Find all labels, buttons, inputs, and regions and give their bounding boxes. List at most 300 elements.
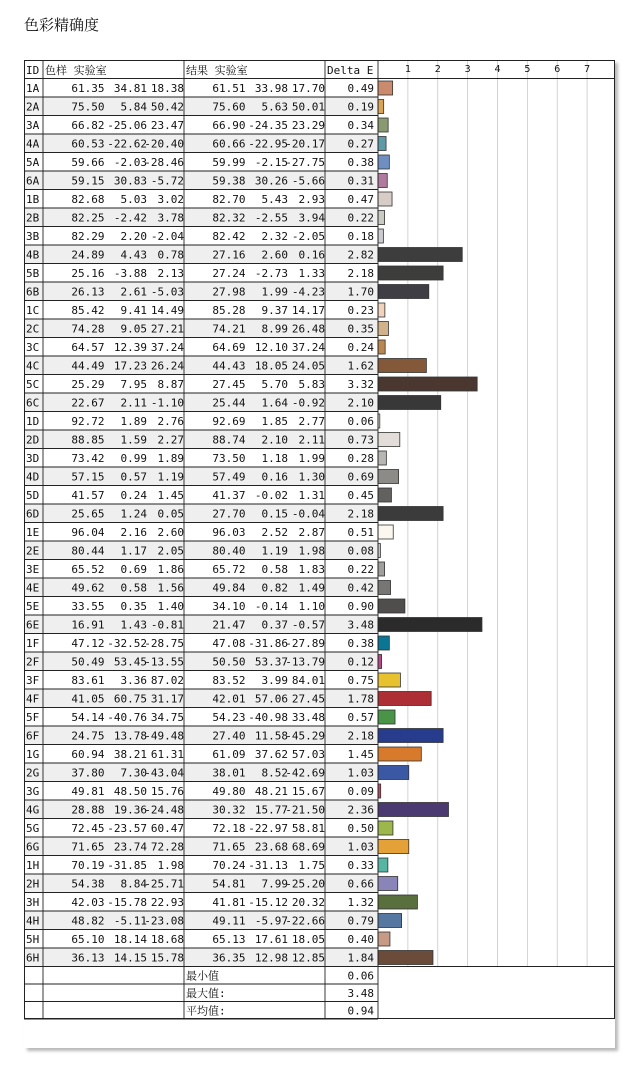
row-id: 4A [26,137,40,151]
sample-lab-value: 72.28 [150,840,184,854]
delta-e-value: 0.75 [347,674,374,687]
result-lab-value: 15.77 [254,803,288,817]
sample-lab-value: -5.11 [113,914,147,928]
result-lab-value: 64.69 [212,341,246,354]
result-lab-value: 57.49 [212,470,246,484]
delta-e-value: 2.36 [347,803,374,817]
sample-lab-value: 0.35 [120,600,147,613]
sample-lab-value: 82.68 [71,193,105,206]
delta-e-value: 0.73 [347,433,374,447]
row-id: 3C [26,341,40,354]
result-lab-value: 2.52 [261,526,288,539]
result-lab-value: -5.66 [291,174,325,188]
delta-e-value: 0.34 [347,119,374,132]
sample-lab-value: 38.21 [113,748,147,761]
sample-lab-value: -25.71 [144,877,184,891]
result-lab-value: 2.77 [298,415,325,428]
result-lab-value: -2.55 [254,211,288,225]
result-lab-value: -22.95 [248,137,288,151]
result-lab-value: 18.05 [291,933,325,946]
row-id: 3F [26,674,40,687]
row-id: 3D [26,452,40,465]
delta-e-bar [378,248,462,262]
sample-lab-value: 3.78 [157,211,184,225]
delta-e-bar [378,340,385,354]
sample-lab-value: -25.06 [107,119,147,132]
delta-e-value: 0.22 [347,563,374,576]
sample-lab-value: 41.05 [71,692,105,706]
delta-e-bar [378,710,395,724]
result-lab-value: 3.99 [261,674,288,687]
sample-lab-value: 88.85 [71,433,105,447]
sample-lab-value: 3.02 [157,193,184,206]
sample-lab-value: 75.50 [71,100,105,114]
result-lab-value: 44.43 [212,359,246,373]
row-id: 3E [26,563,40,576]
result-lab-value: -13.79 [285,655,325,669]
sample-lab-value: 54.38 [71,877,105,891]
result-lab-value: 59.99 [212,156,246,169]
result-lab-value: -45.29 [285,729,325,743]
sample-lab-value: 74.28 [71,322,105,336]
row-id: 1A [26,82,40,95]
result-lab-value: 83.52 [212,674,246,687]
sample-lab-value: 82.25 [71,211,105,225]
x-tick-label: 6 [554,64,561,75]
sample-lab-value: 5.03 [120,193,147,206]
row-id: 6E [26,618,40,632]
delta-e-bar [378,155,389,169]
sample-lab-value: -15.78 [107,896,147,909]
result-lab-value: 68.69 [291,840,325,854]
sample-lab-value: 22.67 [71,396,105,410]
delta-e-bar [378,858,388,872]
sample-lab-value: 13.78 [113,729,147,743]
sample-lab-value: 92.72 [71,415,105,428]
sample-lab-value: -31.85 [107,859,147,872]
row-id: 6H [26,951,40,965]
delta-e-value: 0.79 [347,914,374,928]
sample-lab-value: 65.52 [71,563,105,576]
result-lab-value: 49.84 [212,581,246,595]
delta-e-bar [378,100,384,114]
sample-lab-value: 34.81 [113,82,147,95]
row-id: 4C [26,359,40,373]
result-lab-value: 12.10 [254,341,288,354]
result-lab-value: 48.21 [254,785,288,798]
result-lab-value: 18.05 [254,359,288,373]
delta-e-value: 0.45 [347,489,374,502]
sample-lab-value: 8.87 [157,378,184,391]
sample-lab-value: 26.13 [71,285,105,299]
result-lab-value: 3.94 [298,211,325,225]
sample-lab-value: 60.47 [150,822,184,835]
sample-lab-value: 60.75 [113,692,147,706]
sample-lab-value: -2.04 [150,230,184,243]
result-lab-value: 27.70 [212,507,246,521]
result-lab-value: 1.33 [298,267,325,280]
result-lab-value: 24.05 [291,359,325,373]
sample-lab-value: 85.42 [71,304,105,317]
result-lab-value: 11.58 [254,729,288,743]
sample-lab-value: 0.24 [120,489,147,502]
delta-e-value: 1.70 [347,285,374,299]
result-lab-value: 41.81 [212,896,246,909]
result-lab-value: 1.99 [298,452,325,465]
result-lab-value: 0.82 [261,581,288,595]
sample-lab-value: 36.13 [71,951,105,965]
sample-lab-value: 2.20 [120,230,147,243]
delta-e-bar [378,729,443,743]
sample-lab-value: 48.82 [71,914,105,928]
result-lab-value: 38.01 [212,766,246,780]
result-lab-value: 71.65 [212,840,246,854]
sample-lab-value: 1.89 [157,452,184,465]
delta-e-bar [378,895,417,909]
result-lab-value: 37.62 [254,748,288,761]
delta-e-bar [378,747,421,761]
delta-e-value: 1.62 [347,359,374,373]
result-lab-value: -0.02 [254,489,288,502]
delta-e-value: 0.18 [347,230,374,243]
delta-e-value: 0.31 [347,174,374,188]
delta-e-value: 2.18 [347,507,374,521]
delta-e-value: 0.38 [347,637,374,650]
row-id: 5G [26,822,40,835]
sample-lab-value: 57.15 [71,470,105,484]
row-id: 4H [26,914,40,928]
sample-lab-value: 44.49 [71,359,105,373]
row-id: 3H [26,896,40,909]
result-lab-value: 17.70 [291,82,325,95]
sample-lab-value: 1.19 [157,470,184,484]
sample-lab-value: 1.45 [157,489,184,502]
row-id: 1H [26,859,40,872]
sample-lab-value: 25.16 [71,267,105,280]
sample-lab-value: 2.76 [157,415,184,428]
sample-lab-value: -13.55 [144,655,184,669]
summary-value: 0.06 [347,969,374,983]
result-lab-value: 61.09 [212,748,246,761]
delta-e-value: 1.45 [347,748,374,761]
sample-lab-value: 47.12 [71,637,105,650]
delta-e-bar [378,877,398,891]
delta-e-bar [378,766,409,780]
color-accuracy-chart [24,60,615,1048]
x-tick-label: 7 [584,64,591,75]
delta-e-value: 0.50 [347,822,374,835]
sample-lab-value: 18.14 [113,933,147,946]
result-lab-value: 27.24 [212,267,246,280]
sample-lab-value: 2.16 [120,526,147,539]
sample-lab-value: 59.66 [71,156,105,169]
result-lab-value: -15.12 [248,896,288,909]
sample-lab-value: 72.45 [71,822,105,835]
result-lab-value: 1.64 [261,396,288,410]
sample-lab-value: 16.91 [71,618,105,632]
result-lab-value: 23.29 [291,119,325,132]
result-lab-value: 73.50 [212,452,246,465]
result-lab-value: -20.17 [285,137,325,151]
sample-lab-value: -43.04 [144,766,184,780]
sample-lab-value: 87.02 [150,674,184,687]
result-lab-value: 20.32 [291,896,325,909]
result-lab-value: 0.16 [298,248,325,262]
sample-lab-value: 7.30 [120,766,147,780]
delta-e-bar [378,507,443,521]
sample-lab-value: 82.29 [71,230,105,243]
row-id: 5H [26,933,40,946]
row-id: 2A [26,100,40,114]
result-lab-value: -42.69 [285,766,325,780]
delta-e-bar [378,303,385,317]
sample-lab-value: 37.24 [150,341,184,354]
result-lab-value: 1.83 [298,563,325,576]
row-id: 4F [26,692,40,706]
result-lab-value: 27.16 [212,248,246,262]
delta-e-value: 1.03 [347,840,374,854]
delta-e-value: 0.27 [347,137,374,151]
result-lab-value: 85.28 [212,304,246,317]
row-id: 6F [26,729,40,743]
delta-e-value: 0.38 [347,156,374,169]
sample-lab-value: -2.03 [113,156,147,169]
result-lab-value: 34.10 [212,600,246,613]
sample-lab-value: 54.14 [71,711,105,724]
result-lab-value: 1.85 [261,415,288,428]
delta-e-bar [378,673,400,687]
delta-e-value: 0.66 [347,877,374,891]
result-lab-value: 65.13 [212,933,246,946]
result-lab-value: 1.30 [298,470,325,484]
result-lab-value: 12.85 [291,951,325,965]
delta-e-bar [378,433,400,447]
delta-e-value: 0.33 [347,859,374,872]
result-lab-value: 74.21 [212,322,246,336]
result-lab-value: 88.74 [212,433,246,447]
delta-e-value: 0.23 [347,304,374,317]
summary-label: 平均值: [186,1004,226,1018]
sample-lab-value: 25.65 [71,507,105,521]
delta-e-bar [378,118,388,132]
sample-lab-value: 23.47 [150,119,184,132]
row-id: 5F [26,711,40,724]
row-id: 4D [26,470,40,484]
x-tick-label: 3 [464,64,471,75]
result-lab-value: 80.40 [212,544,246,558]
sample-lab-value: 14.49 [150,304,184,317]
result-lab-value: -0.92 [291,396,325,410]
sample-lab-value: 66.82 [71,119,105,132]
result-lab-value: 92.69 [212,415,246,428]
result-lab-value: 84.01 [291,674,325,687]
header-sample-lab: 色样 实验室 [45,64,107,77]
row-id: 4E [26,581,40,595]
sample-lab-value: 53.45 [113,655,147,669]
delta-e-value: 0.24 [347,341,374,354]
summary-label: 最小值 [186,969,219,983]
result-lab-value: 30.26 [254,174,288,188]
sample-lab-value: 9.41 [120,304,147,317]
sample-lab-value: 17.23 [113,359,147,373]
result-lab-value: 9.37 [261,304,288,317]
sample-lab-value: -28.75 [144,637,184,650]
delta-e-value: 2.10 [347,396,374,410]
delta-e-bar [378,914,402,928]
result-lab-value: 2.32 [261,230,288,243]
sample-lab-value: 73.42 [71,452,105,465]
x-tick-label: 5 [524,64,531,75]
result-lab-value: -27.75 [285,156,325,169]
sample-lab-value: 0.57 [120,470,147,484]
result-lab-value: 75.60 [212,100,246,114]
sample-lab-value: 33.55 [71,600,105,613]
delta-e-bar [378,396,441,410]
result-lab-value: 23.68 [254,840,288,854]
result-lab-value: 5.83 [298,378,325,391]
sample-lab-value: 2.05 [157,544,184,558]
delta-e-bar [378,525,393,539]
sample-lab-value: 49.62 [71,581,105,595]
row-id: 6C [26,396,40,410]
result-lab-value: 60.66 [212,137,246,151]
delta-e-bar [378,840,409,854]
row-id: 1F [26,637,40,650]
result-lab-value: 59.38 [212,174,246,188]
delta-e-bar [378,803,448,817]
result-lab-value: 2.93 [298,193,325,206]
result-lab-value: 66.90 [212,119,246,132]
result-lab-value: -22.97 [248,822,288,835]
delta-e-bar [378,81,393,95]
result-lab-value: 1.10 [298,600,325,613]
sample-lab-value: 2.13 [157,267,184,280]
sample-lab-value: 60.94 [71,748,105,761]
sample-lab-value: 61.35 [71,82,105,95]
result-lab-value: -22.66 [285,914,325,928]
delta-e-value: 0.49 [347,82,374,95]
result-lab-value: 5.70 [261,378,288,391]
delta-e-bar [378,211,385,225]
result-lab-value: 65.72 [212,563,246,576]
sample-lab-value: 48.50 [113,785,147,798]
delta-e-value: 2.18 [347,729,374,743]
delta-e-bar [378,192,392,206]
delta-e-value: 1.32 [347,896,374,909]
result-lab-value: 30.32 [212,803,246,817]
delta-e-bar [378,488,391,502]
sample-lab-value: -23.57 [107,822,147,835]
sample-lab-value: -22.62 [107,137,147,151]
delta-e-value: 0.08 [347,544,374,558]
sample-lab-value: 59.15 [71,174,105,188]
sample-lab-value: 1.24 [120,507,147,521]
sample-lab-value: 80.44 [71,544,105,558]
delta-e-bar [378,359,426,373]
result-lab-value: 12.98 [254,951,288,965]
row-id: 4G [26,803,40,817]
sample-lab-value: -28.46 [144,156,184,169]
result-lab-value: 33.48 [291,711,325,724]
sample-lab-value: 42.03 [71,896,105,909]
delta-e-value: 1.84 [347,951,374,965]
row-id: 2E [26,544,40,558]
sample-lab-value: 8.84 [120,877,147,891]
result-lab-value: 0.58 [261,563,288,576]
row-id: 6G [26,840,40,854]
row-id: 5D [26,489,40,502]
sample-lab-value: 4.43 [120,248,147,262]
result-lab-value: -2.15 [254,156,288,169]
result-lab-value: 27.45 [212,378,246,391]
sample-lab-value: -20.40 [144,137,184,151]
sample-lab-value: 70.19 [71,859,105,872]
delta-e-bar [378,470,399,484]
sample-lab-value: 1.89 [120,415,147,428]
result-lab-value: 2.87 [298,526,325,539]
delta-e-bar [378,581,391,595]
result-lab-value: 14.17 [291,304,325,317]
row-id: 5E [26,600,40,613]
result-lab-value: -2.73 [254,267,288,280]
result-lab-value: -31.13 [248,859,288,872]
delta-e-value: 0.06 [347,415,374,428]
row-id: 1B [26,193,40,206]
result-lab-value: 2.11 [298,433,325,447]
sample-lab-value: 1.40 [157,600,184,613]
result-lab-value: 2.60 [261,248,288,262]
result-lab-value: -0.57 [291,618,325,632]
result-lab-value: -5.97 [254,914,288,928]
row-id: 1D [26,415,40,428]
result-lab-value: 58.81 [291,822,325,835]
result-lab-value: 17.61 [254,933,288,946]
result-lab-value: -0.14 [254,600,288,613]
sample-lab-value: 83.61 [71,674,105,687]
result-lab-value: 1.31 [298,489,325,502]
result-lab-value: 36.35 [212,951,246,965]
sample-lab-value: 0.78 [157,248,184,262]
delta-e-value: 0.28 [347,452,374,465]
result-lab-value: 49.80 [212,785,246,798]
delta-e-bar [378,174,387,188]
result-lab-value: 57.03 [291,748,325,761]
result-lab-value: 7.99 [261,877,288,891]
result-lab-value: 5.43 [261,193,288,206]
row-id: 3G [26,785,40,798]
sample-lab-value: 34.75 [150,711,184,724]
sample-lab-value: 31.17 [150,692,184,706]
sample-lab-value: 0.05 [157,507,184,521]
result-lab-value: 72.18 [212,822,246,835]
sample-lab-value: -23.08 [144,914,184,928]
sample-lab-value: 28.88 [71,803,105,817]
result-lab-value: -0.04 [291,507,325,521]
delta-e-bar [378,932,390,946]
result-lab-value: 50.01 [291,100,325,114]
delta-e-value: 0.57 [347,711,374,724]
delta-e-value: 0.22 [347,211,374,225]
result-lab-value: 1.99 [261,285,288,299]
color-accuracy-table [24,60,615,1048]
delta-e-value: 0.47 [347,193,374,206]
sample-lab-value: -1.10 [150,396,184,410]
delta-e-bar [378,137,386,151]
delta-e-bar [378,599,405,613]
delta-e-value: 0.42 [347,581,374,595]
sample-lab-value: 0.58 [120,581,147,595]
sample-lab-value: -3.88 [113,267,147,280]
